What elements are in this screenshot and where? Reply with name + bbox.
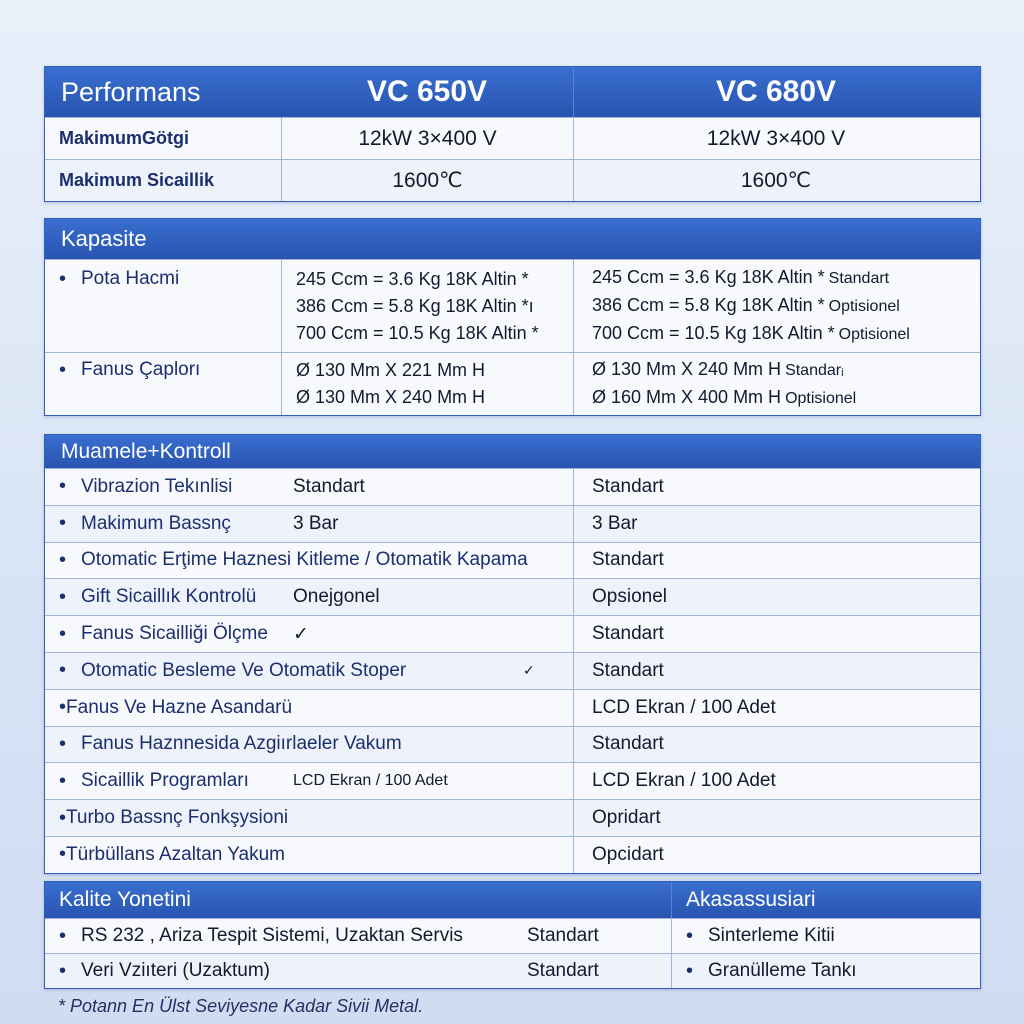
capacity-value-main: 700 Ccm = 10.5 Kg 18K Altin * [592, 323, 835, 343]
performance-row [45, 159, 980, 201]
performance-row-a: 1600℃ [281, 160, 573, 201]
capacity-value-main: Ø 160 Mm X 400 Mm H [592, 387, 782, 407]
quality-row-label: • Veri Vziıteri (Uzaktum) [45, 954, 515, 988]
pota-b-values [573, 260, 978, 352]
capacity-value-main: 386 Ccm = 5.8 Kg 18K Altin * [592, 295, 825, 315]
handling-row-b: Opcidart [573, 837, 978, 873]
quality-accessories-table [44, 881, 981, 989]
pota-label: • Pota Hacmi [45, 260, 281, 352]
handling-row-b: 3 Bar [573, 506, 978, 542]
quality-row-label: • RS 232 , Ariza Tespit Sistemi, Uzaktan Servis [45, 919, 515, 953]
capacity-table [44, 218, 981, 416]
handling-row-b: LCD Ekran / 100 Adet [573, 690, 978, 726]
handling-row [45, 762, 980, 799]
quality-row-value: Standart [527, 925, 599, 946]
handling-row-a [281, 800, 573, 836]
handling-row [45, 578, 980, 615]
handling-row-a: 3 Bar [293, 512, 339, 534]
capacity-value-main: Ø 130 Mm X 240 Mm H [592, 359, 782, 379]
performance-row-label: MakimumGötgi [59, 128, 190, 148]
handling-row [45, 689, 980, 726]
handling-row [45, 542, 980, 579]
handling-row [45, 836, 980, 873]
handling-row-a: ✓ [293, 623, 309, 645]
performance-row-b: 1600℃ [573, 160, 978, 201]
handling-header [45, 435, 980, 468]
quality-row [45, 953, 980, 988]
capacity-value-line: 700 Ccm = 10.5 Kg 18K Altin * [296, 322, 539, 343]
accessory-item: • Granülleme Tankı [671, 954, 978, 988]
handling-row-b: Standart [573, 616, 978, 652]
handling-row-label: • Fanus Haznnesida Azgiırlaeler Vakum [45, 727, 573, 763]
performance-row-b: 12kW 3×400 V [573, 118, 978, 159]
handling-row: • Otomatic Besleme Ve Otomatik Stoper ✓ Standart [45, 652, 980, 689]
handling-row-label: • Otomatic Erţime Haznesi Kitleme / Otomatik Kapama [45, 543, 573, 579]
handling-row-label: • Sicaillik Programları [45, 763, 281, 799]
model-b-title: VC 680V [573, 67, 978, 117]
handling-table [44, 434, 981, 874]
handling-row-a: Standart [293, 475, 365, 497]
capacity-value-note: Optisionel [828, 298, 900, 315]
handling-row-label: • Turbo Bassnç Fonkşysioni [45, 800, 281, 836]
handling-row [45, 799, 980, 836]
handling-row-b: Opridart [573, 800, 978, 836]
capacity-title: Kapasite [61, 226, 147, 251]
quality-title: Kalite Yonetini [59, 888, 191, 911]
performance-row-a: 12kW 3×400 V [281, 118, 573, 159]
capacity-value-note: Optisionel [785, 390, 857, 407]
handling-row-label: • Fanus Sicailliği Ölçme [45, 616, 281, 652]
pota-a-values [281, 260, 573, 352]
capacity-value-line: Ø 130 Mm X 221 Mm H [296, 360, 486, 380]
quality-row-value: Standart [527, 960, 599, 981]
fanus-label: • Fanus Çaplorı [45, 353, 281, 415]
fanus-b-values [573, 353, 978, 415]
handling-row-b: LCD Ekran / 100 Adet [573, 763, 978, 799]
handling-row [45, 468, 980, 505]
performance-row-label: Makimum Sicaillik [59, 170, 215, 190]
accessories-title: Akasassusiari [671, 882, 978, 918]
capacity-value-line [592, 320, 910, 348]
handling-row [45, 726, 980, 763]
handling-row-a: LCD Ekran / 100 Adet [293, 772, 448, 790]
handling-row-b: Standart [573, 543, 978, 579]
capacity-value-note: Optisionel [838, 326, 910, 343]
handling-row-label: • Otomatic Besleme Ve Otomatik Stoper [45, 653, 573, 689]
footnote: * Potann En Ülst Seviyesne Kadar Sivii Metal. [58, 996, 424, 1016]
capacity-value-main: 245 Ccm = 3.6 Kg 18K Altin * [592, 267, 825, 287]
performance-header [45, 67, 980, 117]
capacity-value-line: Ø 130 Mm X 240 Mm H [296, 387, 486, 407]
handling-row-b: Standart [573, 653, 978, 689]
handling-row-b: Opsionel [573, 579, 978, 615]
performance-table [44, 66, 981, 202]
handling-row-label: • Gift Sicaillık Kontrolü [45, 579, 281, 615]
handling-title: Muamele+Kontroll [61, 439, 231, 463]
handling-row-label: • Makimum Bassnç [45, 506, 281, 542]
capacity-value-note: Standart [828, 270, 890, 287]
handling-row [45, 505, 980, 542]
pota-row [45, 259, 980, 352]
handling-row-b: Standart [573, 469, 978, 505]
performance-row [45, 117, 980, 159]
fanus-a-values [281, 353, 573, 415]
performance-title: Performans [61, 76, 201, 107]
handling-row-a: Onejgonel [293, 586, 380, 608]
handling-row-a [281, 690, 573, 726]
capacity-value-line: 245 Ccm = 3.6 Kg 18K Altin * [296, 268, 529, 289]
handling-row-label: • Türbüllans Azaltan Yakum [45, 837, 281, 873]
capacity-value-note: Standarᵢ [785, 362, 844, 379]
quality-header [45, 882, 980, 918]
model-a-title: VC 650V [366, 75, 488, 108]
capacity-value-line [592, 384, 856, 412]
capacity-value-line [592, 264, 889, 292]
handling-row-label: • Vibrazion Tekınlisi [45, 469, 281, 505]
handling-row-label: • Fanus Ve Hazne Asandarü [45, 690, 281, 726]
capacity-value-line: 386 Ccm = 5.8 Kg 18K Altin *ı [296, 295, 534, 316]
capacity-value-line [592, 292, 900, 320]
quality-row [45, 918, 980, 953]
handling-row-b: Standart [573, 727, 978, 763]
accessory-item: • Sinterleme Kitii [671, 919, 978, 953]
fanus-row [45, 352, 980, 415]
handling-row [45, 615, 980, 652]
capacity-header [45, 219, 980, 259]
capacity-value-line [592, 356, 844, 384]
handling-row-a [281, 837, 573, 873]
